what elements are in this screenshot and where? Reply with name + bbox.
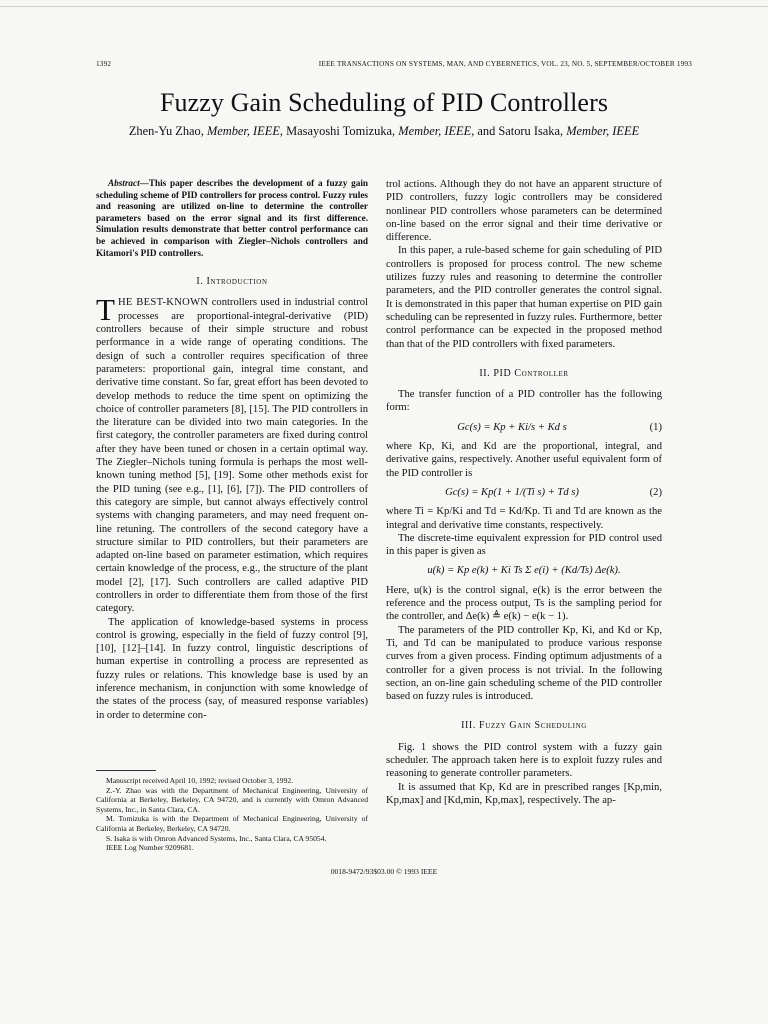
section-heading: III. Fuzzy Gain Scheduling bbox=[461, 720, 587, 732]
journal-name: IEEE TRANSACTIONS ON SYSTEMS, MAN, AND CYBERNETICS, VOL. 23, NO. 5, SEPTEMBER/OCTOBER 1993 bbox=[318, 60, 692, 68]
paragraph: where Ti = Kp/Ki and Td = Kd/Kp. Ti and Td are known as the integral and derivative time constants, respectively. bbox=[386, 506, 662, 531]
paragraph: It is assumed that Kp, Kd are in prescribed ranges [Kp,min, Kp,max] and [Kd,min, Kp,max], respectively. The ap- bbox=[386, 781, 662, 806]
author-role: Member, IEEE bbox=[566, 124, 640, 138]
paragraph: Here, u(k) is the control signal, e(k) is the error between the reference and the process output, Ts is the sampling period for the controller, and Δe(k) ≜ e(k) − e(k − 1). bbox=[386, 584, 662, 623]
footnote: S. Isaka is with Omron Advanced Systems, Inc., Santa Clara, CA 95054. bbox=[106, 833, 327, 843]
footnote: Z.-Y. Zhao was with the Department of Mechanical Engineering, University of California at Berkeley, Berkeley, CA 94720, and is currently with Omron Advanced Systems, Inc., in Santa Clara, CA. bbox=[96, 785, 368, 814]
paragraph: where Kp, Ki, and Kd are the proportional, integral, and derivative gains, respectively. Another useful equivalent form of the PID controller is bbox=[386, 441, 662, 479]
scan-edge bbox=[0, 6, 768, 7]
footnote: M. Tomizuka is with the Department of Mechanical Engineering, University of California at Berkeley, Berkeley, CA 94720. bbox=[96, 814, 368, 833]
paragraph: The discrete-time equivalent expression for PID control used in this paper is given as bbox=[386, 532, 662, 558]
section-heading: II. PID Controller bbox=[479, 367, 569, 379]
footnote: IEEE Log Number 9209681. bbox=[106, 843, 194, 853]
paragraph: The parameters of the PID controller Kp, Ki, and Kd or Kp, Ti, and Td can be manipulated to produce various response curves from a given process. Finding optimum adjustments of a controller for a given process is not trivial. In the following section, an on-line gain scheduling scheme of the PID controller based on fuzzy rules is introduced. bbox=[386, 624, 662, 703]
footnote-rule bbox=[96, 770, 156, 771]
lead-in: HE BEST-KNOWN bbox=[117, 297, 209, 309]
abstract bbox=[96, 178, 368, 259]
author-name: Zhen-Yu Zhao, bbox=[128, 124, 204, 138]
author-name: and Satoru Isaka, bbox=[477, 124, 564, 138]
paragraph-text: controllers used in industrial control processes are proportional-integral-derivative (PID) controllers because of their simple structure and robust performance in a wide range of operating conditions. The design of such a controller requires specification of three parameters: proportional gain, integral time constant, and derivative time constant. So far, great effort has been devoted to develop methods to reduce the time spent on optimizing the choice of controller parameters [8], [15]. The PID controllers in the literature can be divided into two main categories. In the first category, the controller parameters are fixed during control after they have been tuned or chosen in a certain optimal way. The Ziegler–Nichols tuning formula is perhaps the most well-known tuning method [5], [19]. Some other methods exist for the PID tuning (see e.g., [1], [6], [7]). The PID controllers of this category are simple, but cannot always effectively control systems with changing parameters, and may need frequent on-line retuning. The controllers of the second category have a structure similar to PID controllers, but their parameters are adapted on-line based on parameter estimation, which requires certain knowledge of the process, e.g., the structure of the plant model [2], [17]. Such controllers are called adaptive PID controllers in order to differentiate them from those of the first category. bbox=[96, 297, 368, 615]
author-role: Member, IEEE, bbox=[398, 124, 475, 138]
equation-number: (1) bbox=[649, 421, 662, 433]
abstract-text: This paper describes the development of a fuzzy gain scheduling scheme of PID controllers for process control. Fuzzy rules and reasoning are utilized on-line to determine the controller parameters based on the error signal and its first difference. Simulation results demonstrate that better control performance can be achieved in comparison with Ziegler–Nichols controllers and Kitamori's PID controllers. bbox=[96, 178, 368, 258]
copyright-line: 0018-9472/93$03.00 © 1993 IEEE bbox=[330, 867, 438, 876]
equation-expression: Gc(s) = Kp + Ki/s + Kd s bbox=[457, 421, 567, 433]
equation-2 bbox=[386, 486, 662, 499]
abstract-label: Abstract— bbox=[108, 178, 149, 188]
paragraph: Fig. 1 shows the PID control system with a fuzzy gain scheduler. The approach taken here is to exploit fuzzy rules and reasoning to generate controller parameters. bbox=[386, 741, 662, 780]
footnotes bbox=[96, 776, 368, 853]
equation-1 bbox=[386, 421, 662, 434]
paragraph: The transfer function of a PID controller has the following form: bbox=[386, 389, 662, 414]
paper-title: Fuzzy Gain Scheduling of PID Controllers bbox=[159, 88, 609, 117]
right-column bbox=[386, 178, 662, 807]
paragraph: The application of knowledge-based systems in process control is growing, especially in the field of fuzzy control [9], [10], [12]–[14]. In fuzzy control, linguistic descriptions of human expertise in controlling a process are represented as fuzzy rules or relations. This knowledge base is used by an inference mechanism, in conjunction with some knowledge of the states of the process (say, of measured response variables) in order to determine con- bbox=[96, 616, 368, 721]
author-line bbox=[0, 124, 768, 139]
left-column bbox=[96, 178, 368, 722]
equation-3 bbox=[386, 564, 662, 577]
author-name: Masayoshi Tomizuka, bbox=[286, 124, 396, 138]
author-role: Member, IEEE, bbox=[206, 124, 283, 138]
paragraph: In this paper, a rule-based scheme for gain scheduling of PID controllers is proposed for process control. The new scheme utilizes fuzzy rules and reasoning to determine the controller parameters, and the PID controller generates the control signal. It is demonstrated in this paper that human expertise on PID gain scheduling can be represented in fuzzy rules. Furthermore, better control performance can be expected in the proposed method than that of the PID controllers with fixed parameters. bbox=[386, 245, 662, 350]
page-number: 1392 bbox=[96, 60, 112, 68]
section-heading: I. Introduction bbox=[196, 276, 268, 288]
paragraph bbox=[96, 292, 368, 615]
equation-expression: u(k) = Kp e(k) + Ki Ts Σ e(i) + (Kd/Ts) Δe(k). bbox=[427, 565, 621, 577]
footnote: Manuscript received April 10, 1992; revised October 3, 1992. bbox=[106, 776, 294, 785]
equation-expression: Gc(s) = Kp(1 + 1/(Ti s) + Td s) bbox=[445, 486, 579, 498]
drop-cap: T bbox=[96, 292, 115, 328]
paragraph: trol actions. Although they do not have an apparent structure of PID controllers, fuzzy logic controllers may be considered nonlinear PID controllers whose parameters can be determined on-line based on the error signal and their time derivative or difference. bbox=[386, 179, 662, 244]
equation-number: (2) bbox=[649, 486, 662, 498]
